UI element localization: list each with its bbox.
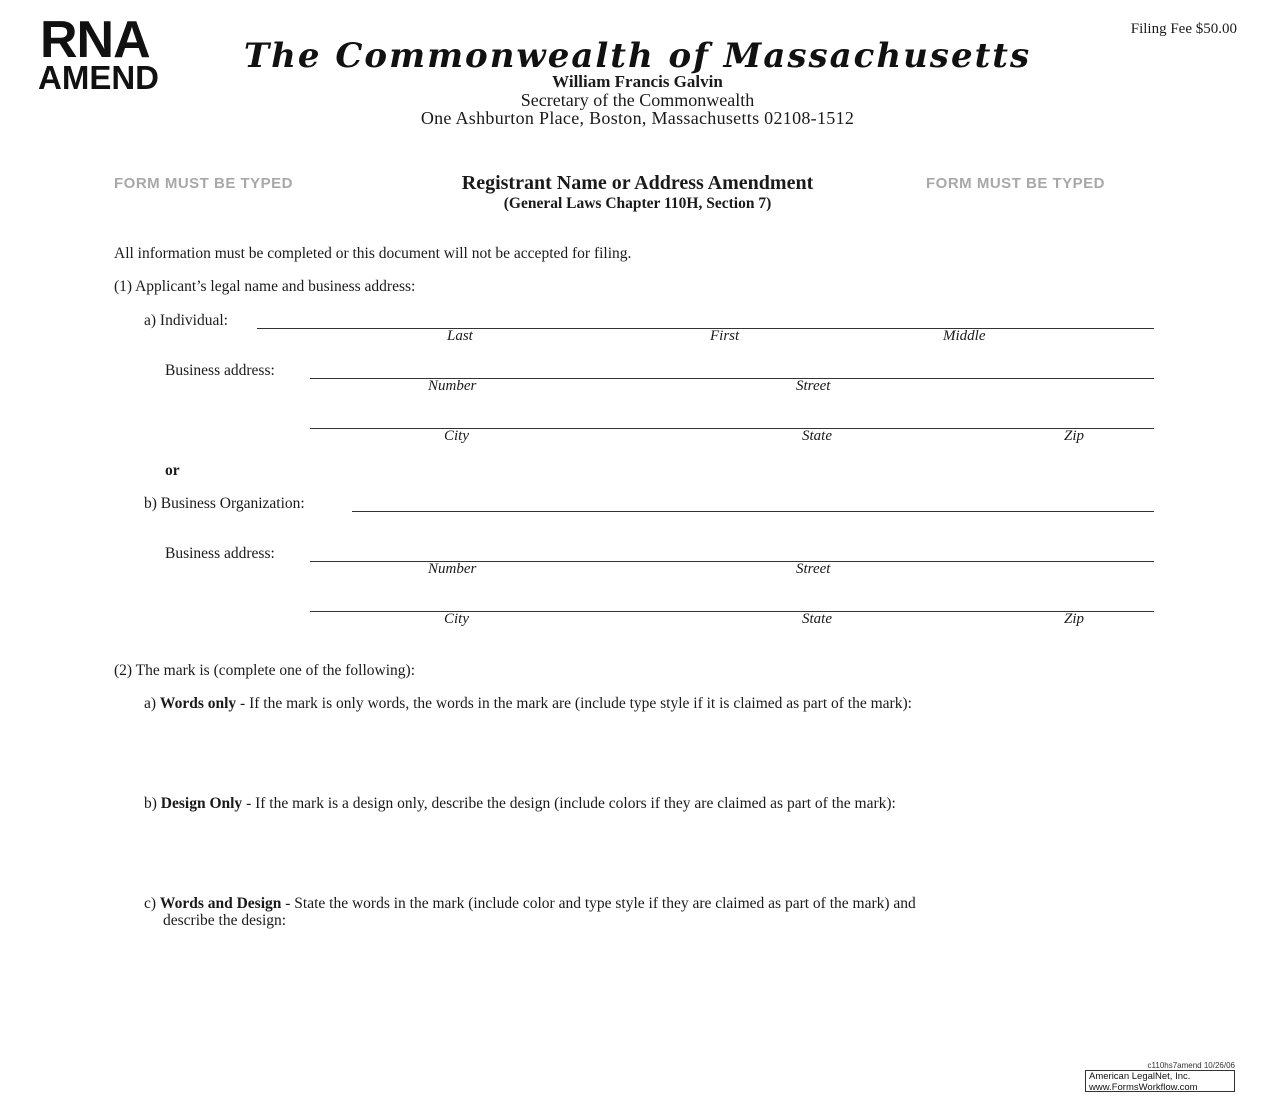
state-title: The Commonwealth of Massachusetts (243, 36, 1032, 76)
org-caption-number: Number (428, 561, 477, 577)
instructions: All information must be completed or this document will not be accepted for filing. (114, 245, 632, 262)
words-and-design-prefix: c) (144, 895, 157, 912)
words-only-text: - If the mark is only words, the words in the mark are (include type style if it is claimed as part of the mark): (236, 695, 912, 712)
address-line-city[interactable] (310, 428, 1154, 429)
design-only-prefix: b) (144, 795, 157, 812)
form-code-rna: RNA (40, 11, 150, 69)
form-code-amend: AMEND (38, 59, 159, 96)
words-and-design-label: Words and Design (159, 895, 282, 912)
publisher-box (1085, 1070, 1235, 1092)
words-and-design-text-line2: describe the design: (163, 912, 287, 929)
section2-heading: (2) The mark is (complete one of the following): (114, 662, 416, 679)
design-only-item (144, 795, 896, 813)
caption-city: City (444, 428, 469, 444)
words-and-design-item (144, 895, 916, 913)
footer-form-code: c110hs7amend 10/26/06 (1147, 1061, 1235, 1070)
org-caption-state: State (802, 611, 832, 627)
publisher-name: American LegalNet, Inc. (1089, 1071, 1191, 1082)
filing-fee: Filing Fee $50.00 (1130, 21, 1237, 37)
words-only-item (144, 695, 912, 713)
words-and-design-answer-area[interactable] (163, 940, 1153, 1040)
business-org-line[interactable] (352, 511, 1154, 512)
form-title: Registrant Name or Address Amendment (461, 172, 814, 194)
words-only-prefix: a) (144, 695, 157, 712)
caption-first: First (710, 328, 740, 344)
caption-state: State (802, 428, 832, 444)
caption-street: Street (796, 378, 831, 394)
org-caption-city: City (444, 611, 469, 627)
section1-heading: (1) Applicant’s legal name and business address: (114, 278, 416, 295)
official-title: Secretary of the Commonwealth (520, 90, 755, 110)
words-and-design-text: - State the words in the mark (include color and type style if they are claimed as part of the mark) and (281, 895, 916, 912)
official-name: William Francis Galvin (552, 72, 723, 91)
form-subtitle: (General Laws Chapter 110H, Section 7) (503, 195, 772, 212)
typed-notice-left: FORM MUST BE TYPED (114, 175, 294, 192)
typed-notice-right: FORM MUST BE TYPED (926, 175, 1106, 192)
or-label: or (165, 462, 180, 479)
caption-zip: Zip (1064, 428, 1085, 444)
caption-middle: Middle (943, 328, 986, 344)
org-address-line-city[interactable] (310, 611, 1154, 612)
words-only-answer-area[interactable] (163, 722, 1153, 792)
publisher-website: www.FormsWorkflow.com (1089, 1081, 1198, 1093)
org-caption-street: Street (796, 561, 831, 577)
individual-name-line[interactable] (257, 328, 1154, 329)
business-address-label: Business address: (165, 362, 275, 379)
office-address: One Ashburton Place, Boston, Massachusetts 02108-1512 (420, 108, 855, 128)
org-business-address-label: Business address: (165, 545, 275, 562)
business-org-label: b) Business Organization: (144, 495, 305, 512)
design-only-answer-area[interactable] (163, 822, 1153, 892)
caption-number: Number (428, 378, 477, 394)
words-only-label: Words only (159, 695, 237, 712)
org-caption-zip: Zip (1064, 611, 1085, 627)
design-only-text: - If the mark is a design only, describe the design (include colors if they are claimed as part of the mark): (242, 795, 896, 812)
caption-last: Last (447, 328, 473, 344)
design-only-label: Design Only (160, 795, 243, 812)
individual-label: a) Individual: (144, 312, 228, 329)
